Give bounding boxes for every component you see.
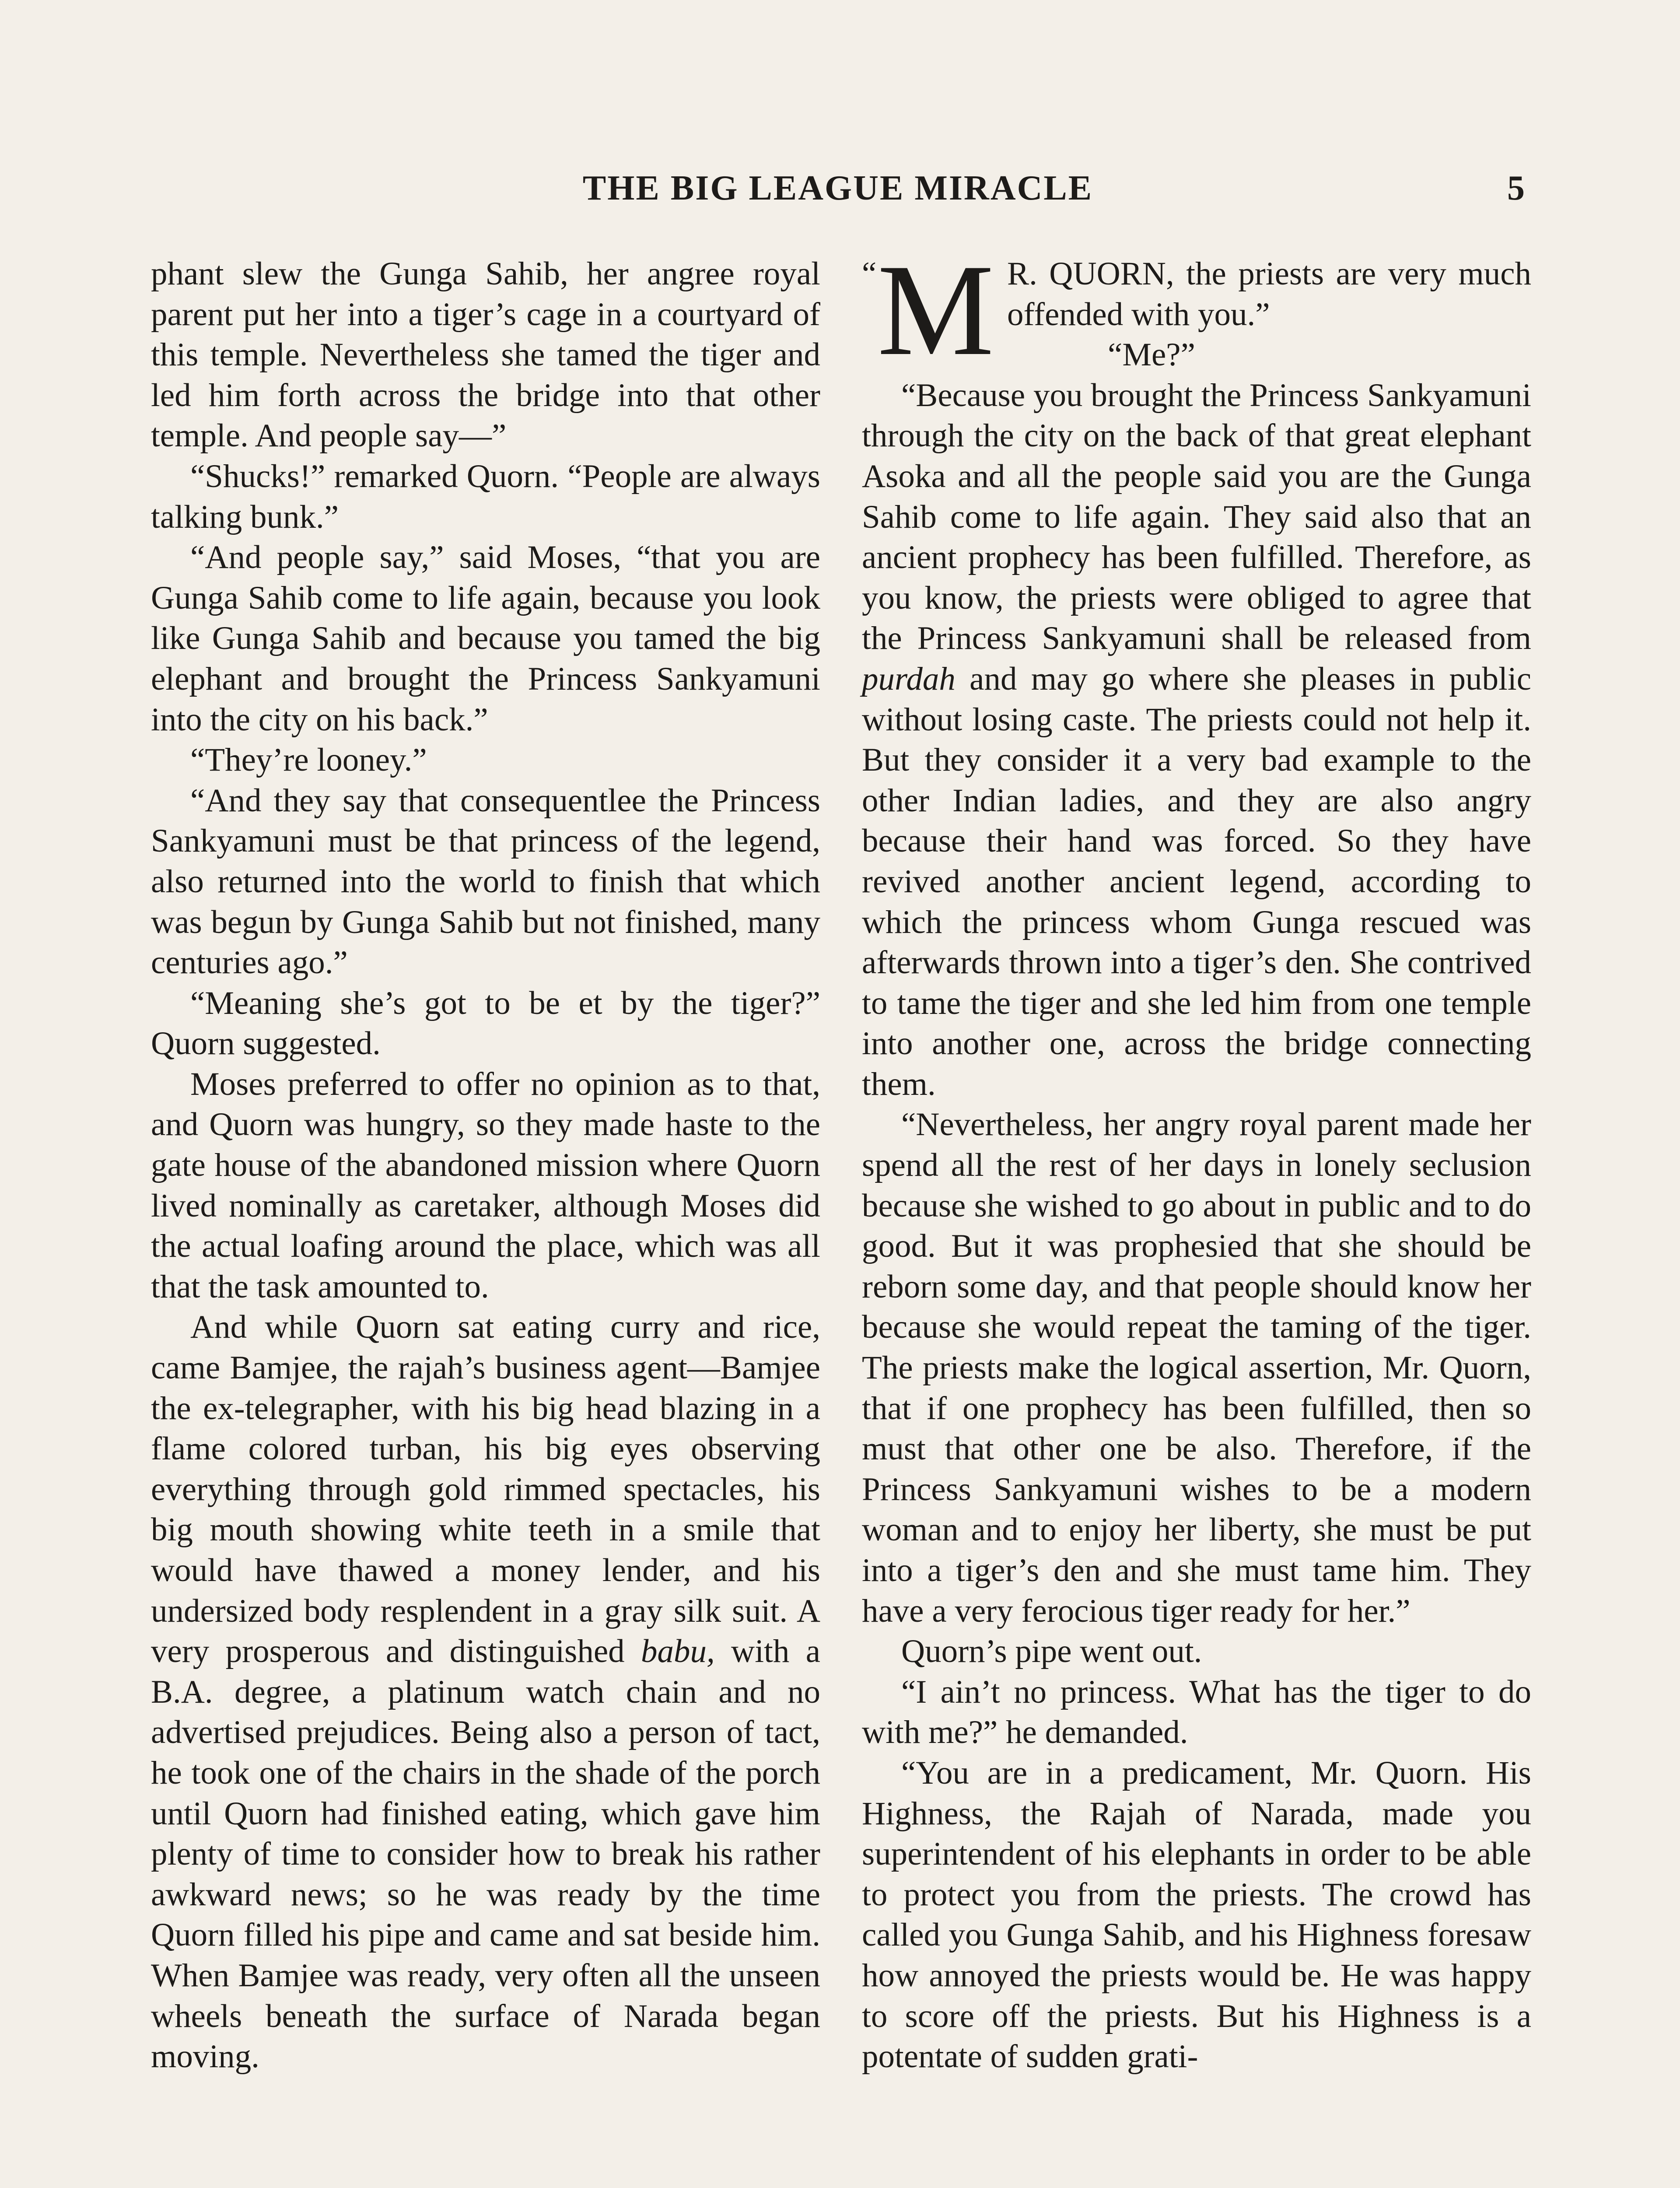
- paragraph: “You are in a predicament, Mr. Quorn. His Highness, the Rajah of Narada, made you superintendent of his elephants in order to be able to protect you from the priests. The crowd has called you Gunga Sahib, and his Highness foresaw how annoyed the priests would be. He was happy to score off the priests. But his Highness is a potentate of sudden grati-: [862, 1754, 1531, 2075]
- italic-word: purdah: [862, 660, 956, 697]
- paragraph: “Meaning she’s got to be et by the tiger?” Quorn suggested.: [151, 985, 820, 1062]
- page-number: 5: [1507, 169, 1525, 207]
- paragraph: “Shucks!” remarked Quorn. “People are always talking bunk.”: [151, 458, 820, 535]
- paragraph: Quorn’s pipe went out.: [901, 1633, 1202, 1670]
- running-title: THE BIG LEAGUE MIRACLE: [582, 169, 1093, 207]
- page-header: [151, 162, 1525, 214]
- paragraph-text: R. QUORN, the priests are very much offended with you.”: [1007, 256, 1531, 333]
- right-column: [862, 237, 1531, 2077]
- paragraph: [151, 1307, 820, 2077]
- paragraph: “They’re looney.”: [190, 742, 427, 778]
- italic-word: babu,: [640, 1633, 715, 1670]
- paragraph: Moses preferred to offer no opinion as to that, and Quorn was hungry, so they made haste to the gate house of the abandoned mission where Quorn lived nominally as caretaker, although Moses did the actual loafing around the place, which was all that the task amounted to.: [151, 1066, 820, 1305]
- paragraph-text: with a B.A. degree, a platinum watch chain and no advertised prejudices. Being also a person of tact, he took one of the chairs in the shade of the porch until Quorn had finished eating, which gave him plenty of time to consider how to break his rather awkward news; so he was ready by the time Quorn filled his pipe and came and sat beside him. When Bamjee was ready, very often all the unseen wheels beneath the surface of Narada began moving.: [151, 1633, 820, 2075]
- paragraph-text: “Because you brought the Princess Sankyamuni through the city on the back of that great elephant Asoka and all the people said you are the Gunga Sahib come to life again. They said also that an ancient prophecy has been fulfilled. Therefore, as you know, the priests were obliged to agree that the Princess Sankyamuni shall be released from: [862, 377, 1531, 657]
- paragraph-text: And while Quorn sat eating curry and rice, came Bamjee, the rajah’s business agent—Bamjee the ex-telegrapher, with his big head blazing in a flame colored turban, his big eyes observing everything through gold rimmed spectacles, his big mouth showing white teeth in a smile that would have thawed a money lender, and his undersized body resplendent in a gray silk suit. A very prosperous and distinguished: [151, 1309, 820, 1670]
- paragraph: [862, 375, 1531, 1105]
- paragraph: “I ain’t no princess. What has the tiger to do with me?” he demanded.: [862, 1673, 1531, 1751]
- paragraph: “And people say,” said Moses, “that you are Gunga Sahib come to life again, because you look like Gunga Sahib and because you tamed the big elephant and brought the Princess Sankyamuni into the city on his back.”: [151, 539, 820, 738]
- left-column: [151, 254, 820, 2077]
- paragraph: phant slew the Gunga Sahib, her angree royal parent put her into a tiger’s cage in a courtyard of this temple. Nevertheless she tamed the tiger and led him forth across the bridge into that other temple. And people say—”: [151, 256, 820, 454]
- drop-cap: M: [877, 237, 994, 382]
- paragraph: “Me?”: [1108, 337, 1195, 373]
- paragraph: “And they say that consequentlee the Princess Sankyamuni must be that princess of the legend, also returned into the world to finish that which was begun by Gunga Sahib but not finished, many centuries ago.”: [151, 782, 820, 981]
- opening-quote-mark: “: [862, 256, 877, 292]
- paragraph-text: and may go where she pleases in public without losing caste. The priests could not help it. But they consider it a very bad example to the other Indian ladies, and they are also angry because their hand was forced. So they have revived another ancient legend, according to which the princess whom Gunga rescued was afterwards thrown into a tiger’s den. She contrived to tame the tiger and she led him from one temple into another one, across the bridge connecting them.: [862, 660, 1531, 1102]
- paragraph: “Nevertheless, her angry royal parent made her spend all the rest of her days in lonely seclusion because she wished to go about in public and to do good. But it was prophesied that she should be reborn some day, and that people should know her because she would repeat the taming of the tiger. The priests make the logical assertion, Mr. Quorn, that if one prophecy has been fulfilled, then so must that other one be also. Therefore, if the Princess Sankyamuni wishes to be a modern woman and to enjoy her liberty, she must be put into a tiger’s den and she must tame him. They have a very ferocious tiger ready for her.”: [862, 1106, 1531, 1629]
